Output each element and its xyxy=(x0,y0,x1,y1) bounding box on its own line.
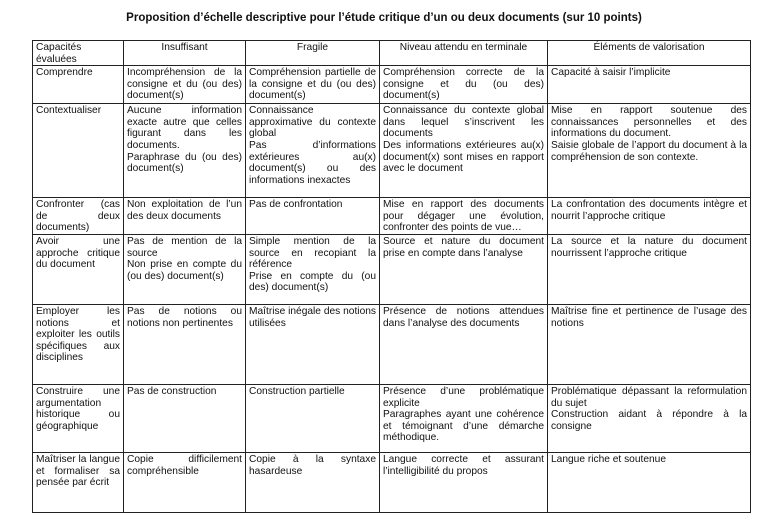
cell-text: Mise en rapport des documents pour dégager une évolution, confronter des points de vue… xyxy=(383,199,544,234)
cell-niveau-attendu xyxy=(380,198,548,235)
cell-insuffisant xyxy=(124,234,246,304)
cell-valorisation xyxy=(548,304,751,384)
cell-valorisation xyxy=(548,104,751,198)
cell-text: Compréhension partielle de la consigne et du (ou des) document(s) xyxy=(249,67,376,102)
evaluation-table xyxy=(32,40,751,513)
header-capacites: Capacités évaluées xyxy=(33,41,124,66)
cell-fragile xyxy=(246,198,380,235)
header-row xyxy=(33,41,751,66)
cell-text: Présence d’une problématique explicite xyxy=(383,385,544,409)
cell-text: Présence de notions attendues dans l’analyse des documents xyxy=(383,305,544,329)
cell-text: Mise en rapport soutenue des connaissances personnelles et des informations du document. xyxy=(551,105,747,140)
cell-fragile xyxy=(246,452,380,512)
cell-text: Des informations extérieures au(x) document(x) sont mises en rapport avec le document xyxy=(383,139,544,175)
cell-insuffisant xyxy=(124,198,246,235)
cell-text: Non exploitation de l’un des deux documents xyxy=(127,199,242,222)
cell-text: Copie à la syntaxe hasardeuse xyxy=(249,453,376,477)
cell-text: Connaissance du contexte global dans lequel s’inscrivent les documents xyxy=(383,105,544,140)
cell-fragile xyxy=(246,66,380,104)
table-row xyxy=(33,304,751,384)
cell-text: Non prise en compte du (ou des) document(s) xyxy=(127,259,242,282)
cell-text: Prise en compte du (ou des) document(s) xyxy=(249,270,376,294)
table-row xyxy=(33,104,751,198)
cell-text: Incompréhension de la consigne et du (ou des) document(s) xyxy=(127,67,242,102)
cell-insuffisant xyxy=(124,66,246,104)
cell-valorisation xyxy=(548,234,751,304)
cell-text: Connaissance approximative du contexte global xyxy=(249,105,376,140)
cell-valorisation xyxy=(548,66,751,104)
header-insuffisant: Insuffisant xyxy=(124,41,246,66)
cell-text: Paragraphes ayant une cohérence et témoignant d’une démarche méthodique. xyxy=(383,409,544,444)
cell-text: Saisie globale de l’apport du document à la compréhension de son contexte. xyxy=(551,139,747,163)
cell-valorisation xyxy=(548,198,751,235)
cell-text: Aucune information exacte autre que celles figurant dans les documents. xyxy=(127,105,242,151)
cell-capacite: Maîtriser la langue et formaliser sa pensée par écrit xyxy=(33,452,124,512)
cell-text: Simple mention de la source en recopiant la référence xyxy=(249,235,376,271)
cell-text: Pas de confrontation xyxy=(249,199,343,211)
table-row xyxy=(33,452,751,512)
cell-niveau-attendu xyxy=(380,66,548,104)
cell-text: Source et nature du document prise en compte dans l’analyse xyxy=(383,235,544,259)
header-niveau-attendu: Niveau attendu en terminale xyxy=(380,41,548,66)
cell-text: Paraphrase du (ou des) document(s) xyxy=(127,151,242,175)
table-row xyxy=(33,384,751,452)
table-row xyxy=(33,66,751,104)
header-valorisation: Éléments de valorisation xyxy=(548,41,751,66)
table-row xyxy=(33,234,751,304)
cell-text: Construction aidant à répondre à la consigne xyxy=(551,409,747,432)
cell-capacite: Contextualiser xyxy=(33,104,124,198)
cell-capacite: Comprendre xyxy=(33,66,124,104)
header-fragile: Fragile xyxy=(246,41,380,66)
cell-text: Copie difficilement compréhensible xyxy=(127,453,242,477)
cell-capacite: Employer les notions et exploiter les outils spécifiques aux disciplines xyxy=(33,304,124,384)
cell-text: Construction partielle xyxy=(249,385,345,397)
cell-fragile xyxy=(246,384,380,452)
cell-text: La source et la nature du document nourrissent l’approche critique xyxy=(551,235,747,259)
cell-text: Pas d’informations extérieures au(x) document(s) ou des informations inexactes xyxy=(249,139,376,186)
cell-insuffisant xyxy=(124,104,246,198)
cell-text: Capacité à saisir l’implicite xyxy=(551,67,671,79)
page-title: Proposition d’échelle descriptive pour l’étude critique d’un ou deux documents (sur 10 points) xyxy=(126,12,642,24)
cell-fragile xyxy=(246,234,380,304)
cell-insuffisant xyxy=(124,384,246,452)
cell-niveau-attendu xyxy=(380,304,548,384)
cell-capacite: Construire une argumentation historique ou géographique xyxy=(33,384,124,452)
cell-insuffisant xyxy=(124,452,246,512)
cell-text: Maîtrise inégale des notions utilisées xyxy=(249,305,376,329)
table-row xyxy=(33,198,751,235)
cell-niveau-attendu xyxy=(380,104,548,198)
cell-insuffisant xyxy=(124,304,246,384)
cell-capacite: Avoir une approche critique du document xyxy=(33,234,124,304)
cell-text: Langue riche et soutenue xyxy=(551,453,666,465)
cell-text: Maîtrise fine et pertinence de l’usage des notions xyxy=(551,305,747,329)
cell-text: Pas de notions ou notions non pertinentes xyxy=(127,305,242,329)
cell-fragile xyxy=(246,104,380,198)
cell-text: La confrontation des documents intègre et nourrit l’approche critique xyxy=(551,199,747,222)
cell-text: Pas de mention de la source xyxy=(127,235,242,259)
cell-valorisation xyxy=(548,452,751,512)
cell-text: Langue correcte et assurant l’intelligibilité du propos xyxy=(383,453,544,477)
cell-niveau-attendu xyxy=(380,234,548,304)
cell-text: Problématique dépassant la reformulation du sujet xyxy=(551,385,747,409)
cell-fragile xyxy=(246,304,380,384)
cell-valorisation xyxy=(548,384,751,452)
cell-niveau-attendu xyxy=(380,452,548,512)
cell-text: Compréhension correcte de la consigne et du (ou des) document(s) xyxy=(383,67,544,102)
cell-niveau-attendu xyxy=(380,384,548,452)
cell-capacite: Confronter (cas de deux documents) xyxy=(33,198,124,235)
cell-text: Pas de construction xyxy=(127,385,217,397)
